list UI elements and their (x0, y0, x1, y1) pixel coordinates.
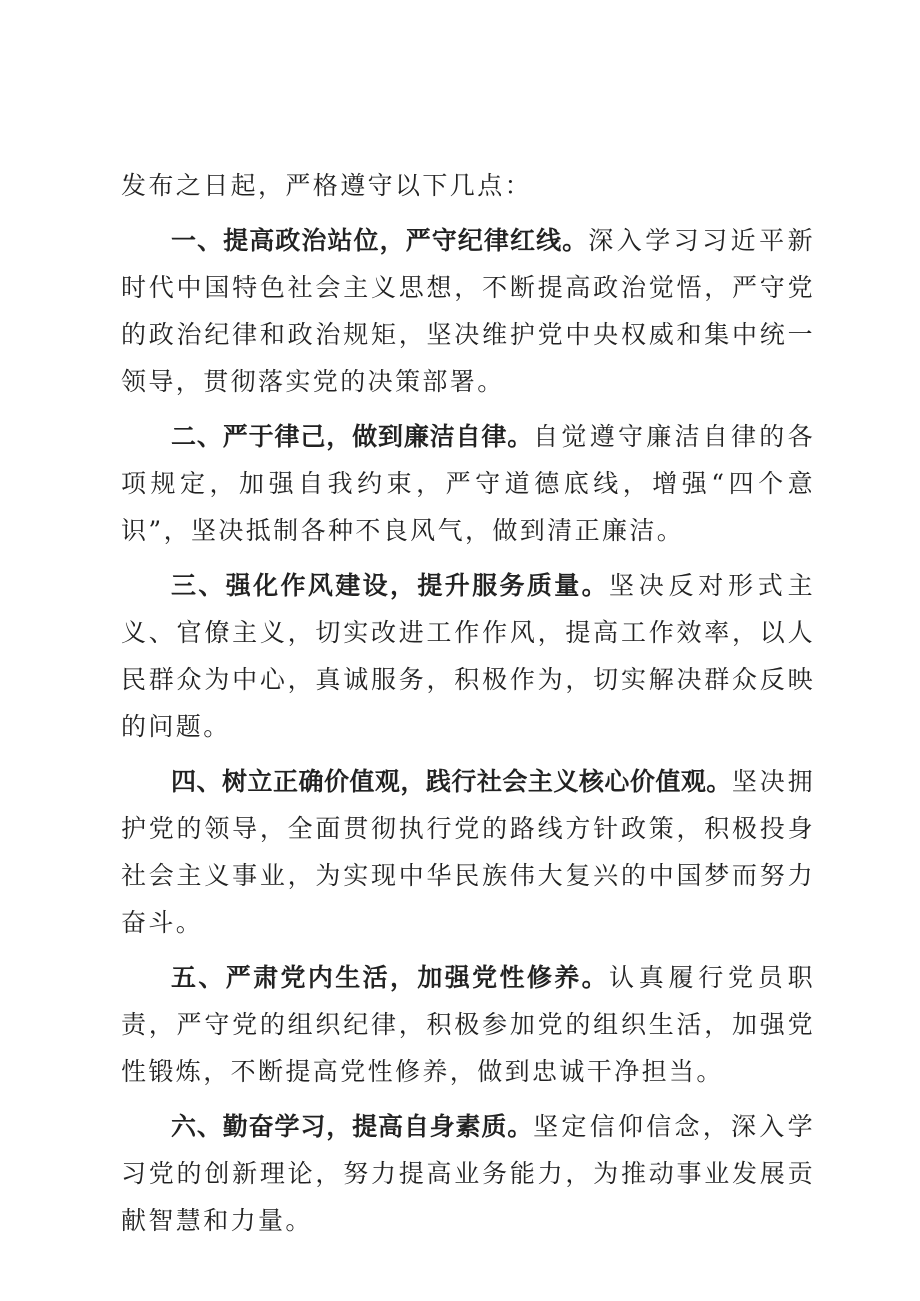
item-body: 自觉遵守廉洁自律的各项规定，加强自我约束，严守道德底线，增强“四个意识”，坚决抵制各种不良风气，做到清正廉洁。 (121, 422, 815, 545)
item-paragraph-2 (121, 413, 815, 554)
item-heading: 四、树立正确价值观，践行社会主义核心价值观。 (171, 767, 732, 796)
item-paragraph-4 (121, 758, 815, 946)
intro-paragraph: 发布之日起，严格遵守以下几点： (121, 171, 533, 200)
item-body: 深入学习习近平新时代中国特色社会主义思想，不断提高政治觉悟，严守党的政治纪律和政治规矩，坚决维护党中央权威和集中统一领导，贯彻落实党的决策部署。 (121, 226, 815, 396)
item-heading: 六、勤奋学习，提高自身素质。 (171, 1112, 534, 1141)
item-heading: 五、严肃党内生活，加强党性修养。 (171, 963, 609, 992)
item-paragraph-3 (121, 562, 815, 750)
item-heading: 一、提高政治站位，严守纪律红线。 (171, 226, 589, 255)
item-body: 坚决拥护党的领导，全面贯彻执行党的路线方针政策，积极投身社会主义事业，为实现中华民族伟大复兴的中国梦而努力奋斗。 (121, 767, 815, 937)
item-heading: 二、严于律己，做到廉洁自律。 (171, 422, 534, 451)
document-body (121, 162, 815, 1252)
item-body: 坚定信仰信念，深入学习党的创新理论，努力提高业务能力，为推动事业发展贡献智慧和力量。 (121, 1112, 815, 1235)
item-body: 坚决反对形式主义、官僚主义，切实改进工作作风，提高工作效率，以人民群众为中心，真诚服务，积极作为，切实解决群众反映的问题。 (121, 571, 815, 741)
item-paragraph-5 (121, 954, 815, 1095)
item-body: 认真履行党员职责，严守党的组织纪律，积极参加党的组织生活，加强党性锻炼，不断提高党性修养，做到忠诚干净担当。 (121, 963, 815, 1086)
item-paragraph-6 (121, 1103, 815, 1244)
item-heading: 三、强化作风建设，提升服务质量。 (171, 571, 609, 600)
item-paragraph-1 (121, 217, 815, 405)
